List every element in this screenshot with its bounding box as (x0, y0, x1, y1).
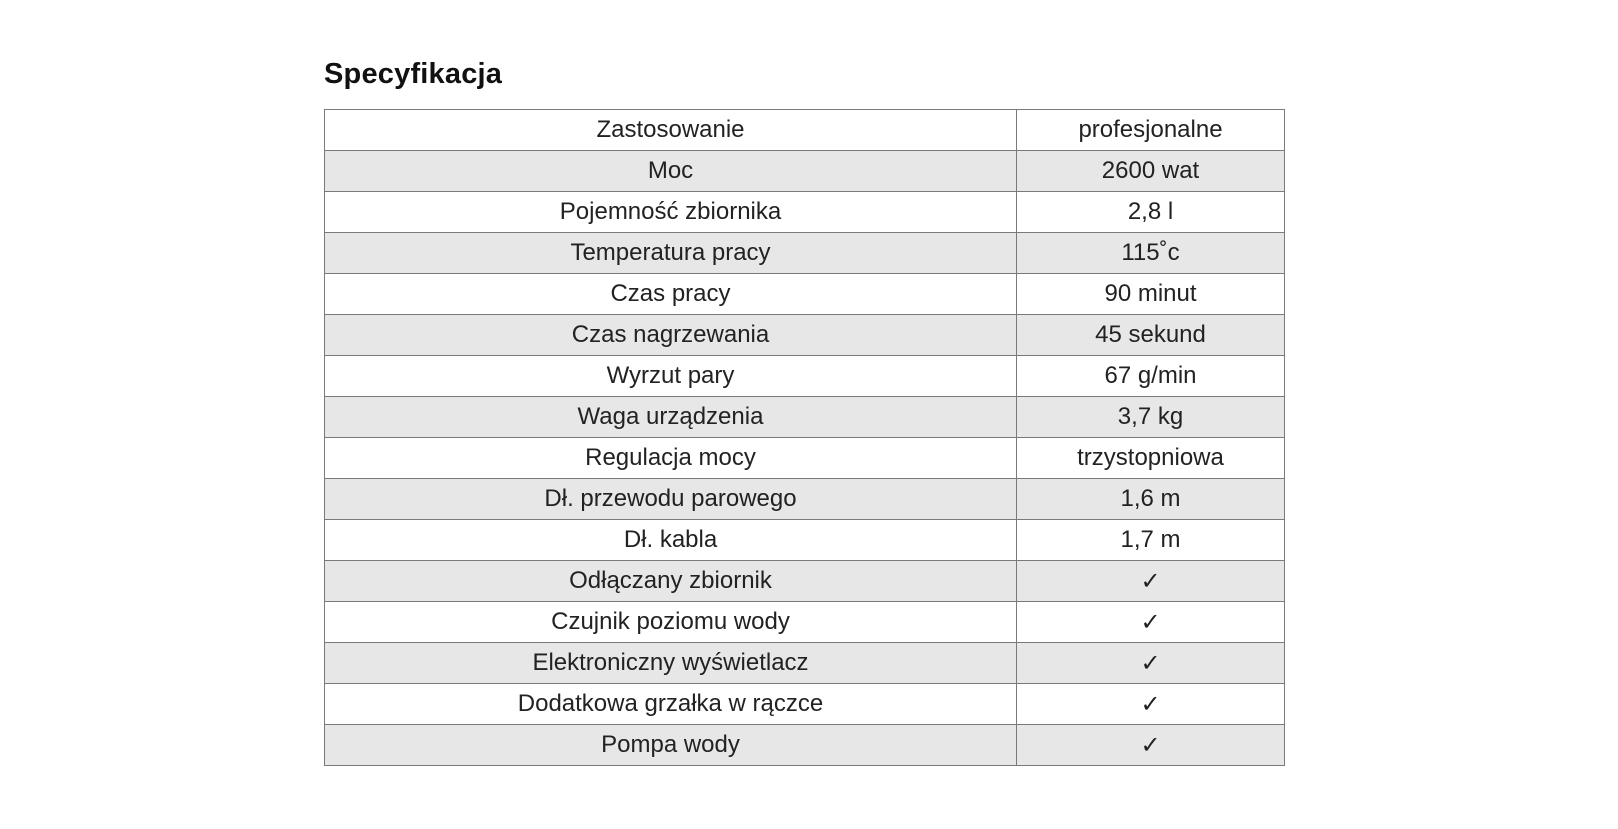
spec-label: Czujnik poziomu wody (325, 602, 1017, 643)
spec-label: Moc (325, 151, 1017, 192)
spec-label: Czas nagrzewania (325, 315, 1017, 356)
spec-label: Elektroniczny wyświetlacz (325, 643, 1017, 684)
table-row (325, 561, 1285, 602)
table-row (325, 356, 1285, 397)
spec-label: Czas pracy (325, 274, 1017, 315)
spec-label: Wyrzut pary (325, 356, 1017, 397)
table-row (325, 520, 1285, 561)
checkmark-icon: ✓ (1017, 725, 1285, 766)
spec-value: 67 g/min (1017, 356, 1285, 397)
spec-label: Odłączany zbiornik (325, 561, 1017, 602)
table-row (325, 151, 1285, 192)
table-row (325, 315, 1285, 356)
table-row (325, 192, 1285, 233)
table-row (325, 233, 1285, 274)
spec-label: Pompa wody (325, 725, 1017, 766)
checkmark-icon: ✓ (1017, 684, 1285, 725)
spec-value: 90 minut (1017, 274, 1285, 315)
table-row (325, 110, 1285, 151)
table-row (325, 397, 1285, 438)
spec-value: 1,7 m (1017, 520, 1285, 561)
spec-label: Temperatura pracy (325, 233, 1017, 274)
spec-value: 1,6 m (1017, 479, 1285, 520)
table-row (325, 274, 1285, 315)
spec-value: 3,7 kg (1017, 397, 1285, 438)
spec-value: 45 sekund (1017, 315, 1285, 356)
spec-value: 115˚c (1017, 233, 1285, 274)
table-row (325, 602, 1285, 643)
table-row (325, 479, 1285, 520)
checkmark-icon: ✓ (1017, 643, 1285, 684)
spec-value: 2,8 l (1017, 192, 1285, 233)
table-row (325, 684, 1285, 725)
spec-label: Regulacja mocy (325, 438, 1017, 479)
spec-label: Zastosowanie (325, 110, 1017, 151)
table-row (325, 643, 1285, 684)
checkmark-icon: ✓ (1017, 561, 1285, 602)
table-row (325, 725, 1285, 766)
page-title: Specyfikacja (324, 58, 503, 90)
spec-label: Pojemność zbiornika (325, 192, 1017, 233)
spec-value: 2600 wat (1017, 151, 1285, 192)
spec-label: Dł. przewodu parowego (325, 479, 1017, 520)
spec-label: Waga urządzenia (325, 397, 1017, 438)
checkmark-icon: ✓ (1017, 602, 1285, 643)
spec-label: Dodatkowa grzałka w rączce (325, 684, 1017, 725)
spec-value: profesjonalne (1017, 110, 1285, 151)
table-row (325, 438, 1285, 479)
spec-label: Dł. kabla (325, 520, 1017, 561)
spec-table (324, 109, 1285, 766)
spec-value: trzystopniowa (1017, 438, 1285, 479)
